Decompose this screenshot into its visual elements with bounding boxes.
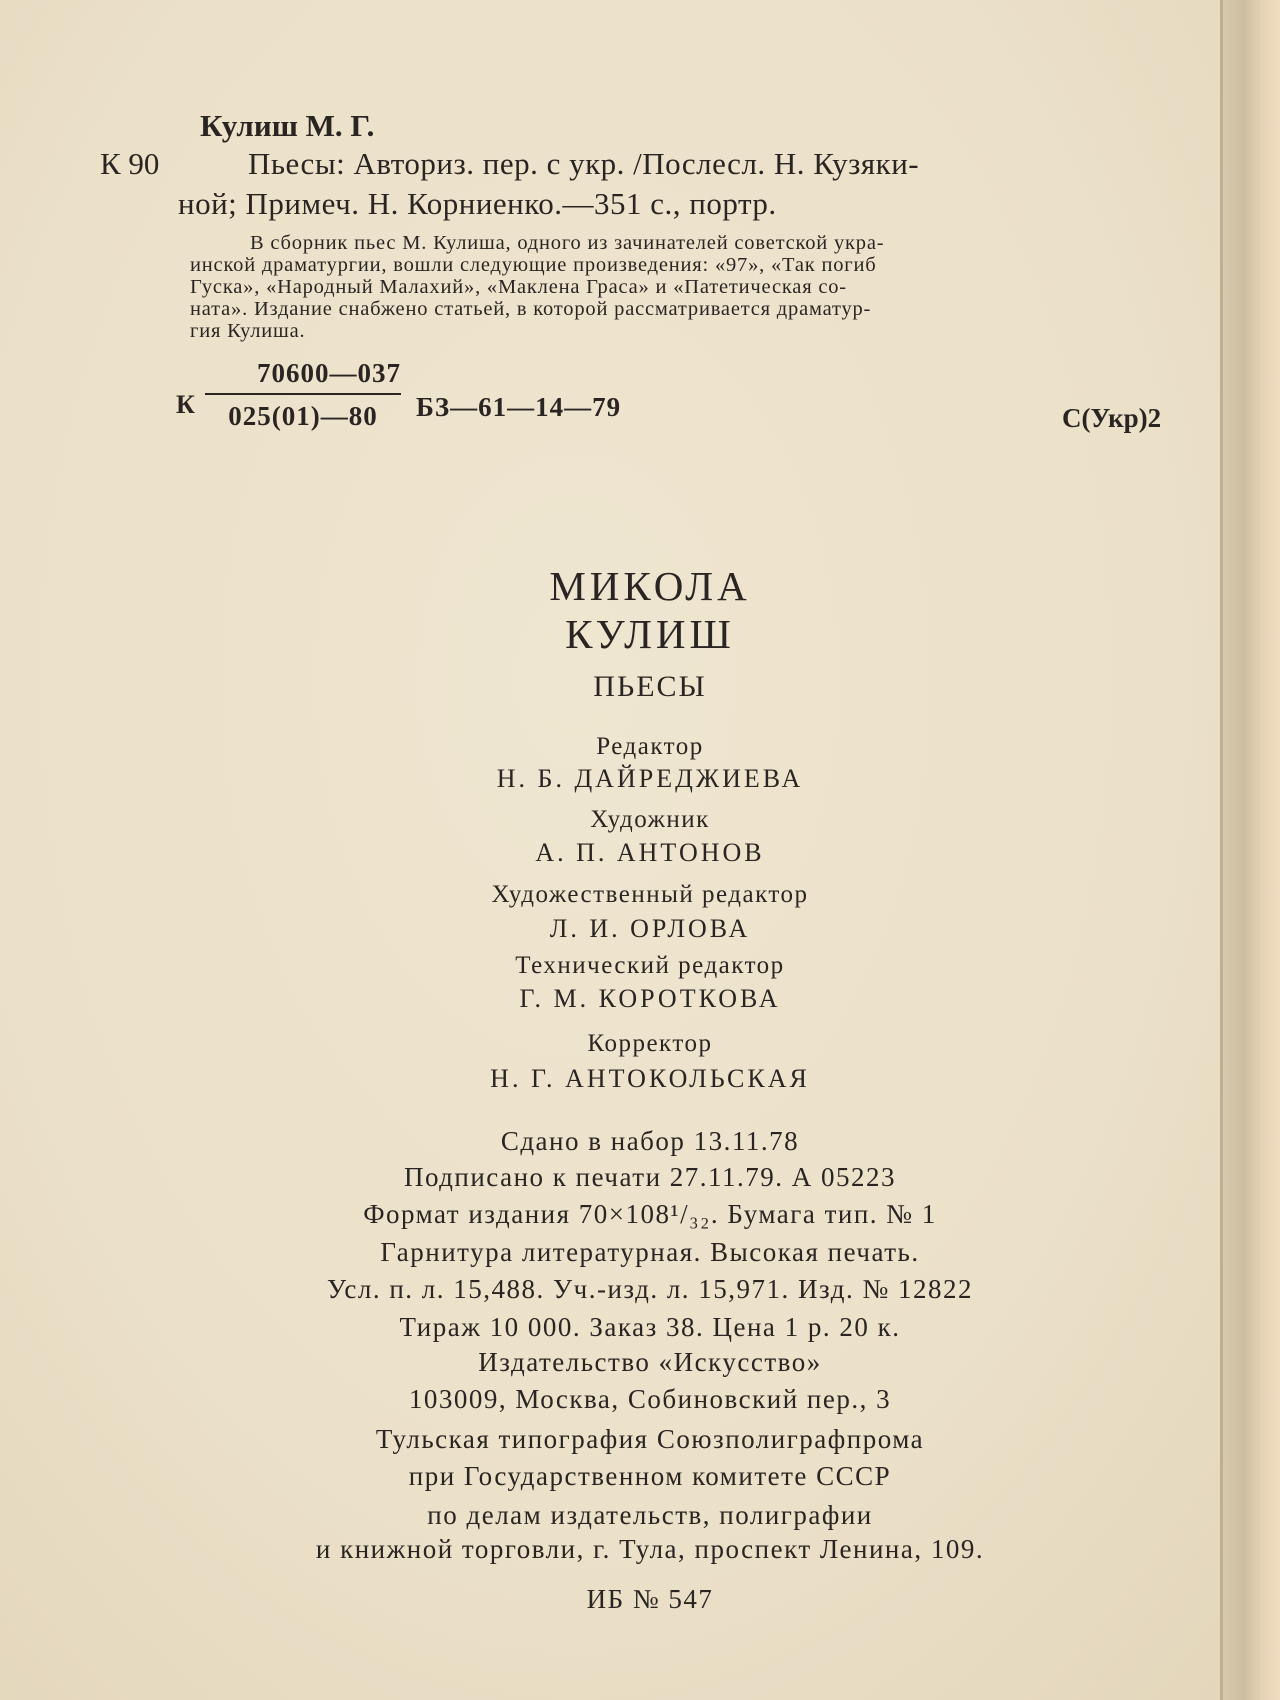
catalog-author: Кулиш М. Г.: [200, 108, 375, 143]
page-edge: [1220, 0, 1280, 1700]
credit-role: Художник: [590, 806, 710, 833]
imprint-line: 103009, Москва, Собиновский пер., 3: [408, 1384, 892, 1414]
credit-role: Художественный редактор: [491, 881, 809, 908]
catalog-abstract: [190, 232, 1190, 342]
catalog-series: БЗ—61—14—79: [416, 392, 622, 422]
credit-name: Н. Г. АНТОКОЛЬСКАЯ: [490, 1064, 810, 1093]
imprint-line: Тульская типография Союзполиграфпрома: [375, 1424, 925, 1454]
credit-role: Технический редактор: [515, 952, 785, 979]
catalog-index-letter: К: [176, 390, 195, 419]
abstract-line: инской драматургии, вошли следующие произведения: «97», «Так погиб: [190, 254, 877, 276]
imprint-line: и книжной торговли, г. Тула, проспект Ленина, 109.: [315, 1534, 985, 1564]
catalog-code: К 90: [100, 146, 160, 181]
credit-name: А. П. АНТОНОВ: [535, 838, 765, 867]
imprint-line: Подписано к печати 27.11.79. А 05223: [403, 1162, 897, 1192]
imprint-line: при Государственном комитете СССР: [408, 1461, 892, 1491]
inventory-number: ИБ № 547: [586, 1584, 714, 1614]
abstract-line: гия Кулиша.: [190, 320, 306, 342]
credit-name: Л. И. ОРЛОВА: [549, 914, 751, 943]
title-last-name: КУЛИШ: [565, 611, 735, 657]
catalog-udk: С(Укр)2: [1062, 403, 1162, 433]
catalog-annotation-line-1: Пьесы: Авториз. пер. с укр. /Послесл. Н. Кузяки-: [248, 146, 920, 181]
credit-name: Г. М. КОРОТКОВА: [519, 984, 781, 1013]
imprint-line: Сдано в набор 13.11.78: [500, 1126, 800, 1156]
title-work: ПЬЕСЫ: [593, 670, 707, 703]
abstract-line: В сборник пьес М. Кулиша, одного из зачинателей советской укра-: [250, 232, 885, 254]
imprint-line: Усл. п. л. 15,488. Уч.-изд. л. 15,971. Изд. № 12822: [327, 1274, 973, 1304]
imprint-line: Тираж 10 000. Заказ 38. Цена 1 р. 20 к.: [399, 1312, 901, 1342]
index-denominator: 025(01)—80: [228, 401, 378, 431]
credit-name: Н. Б. ДАЙРЕДЖИЕВА: [496, 764, 804, 793]
abstract-line: Гуска», «Народный Малахий», «Маклена Граса» и «Патетическая со-: [190, 276, 847, 298]
credit-role: Корректор: [587, 1030, 713, 1057]
abstract-line: ната». Издание снабжено статьей, в которой рассматривается драматур-: [190, 298, 872, 320]
title-first-name: МИКОЛА: [549, 563, 751, 609]
catalog-annotation-line-2: ной; Примеч. Н. Корниенко.—351 с., портр.: [178, 186, 777, 221]
imprint-line: Гарнитура литературная. Высокая печать.: [380, 1237, 920, 1267]
imprint-line: Издательство «Искусство»: [478, 1347, 822, 1377]
credit-role: Редактор: [596, 733, 704, 760]
index-numerator: 70600—037: [257, 358, 401, 388]
catalog-index-fraction: [205, 358, 401, 432]
imprint-line: Формат издания 70×108¹/₃₂. Бумага тип. № 1: [363, 1199, 937, 1229]
imprint-line: по делам издательств, полиграфии: [427, 1500, 873, 1530]
fraction-bar: [205, 393, 401, 395]
